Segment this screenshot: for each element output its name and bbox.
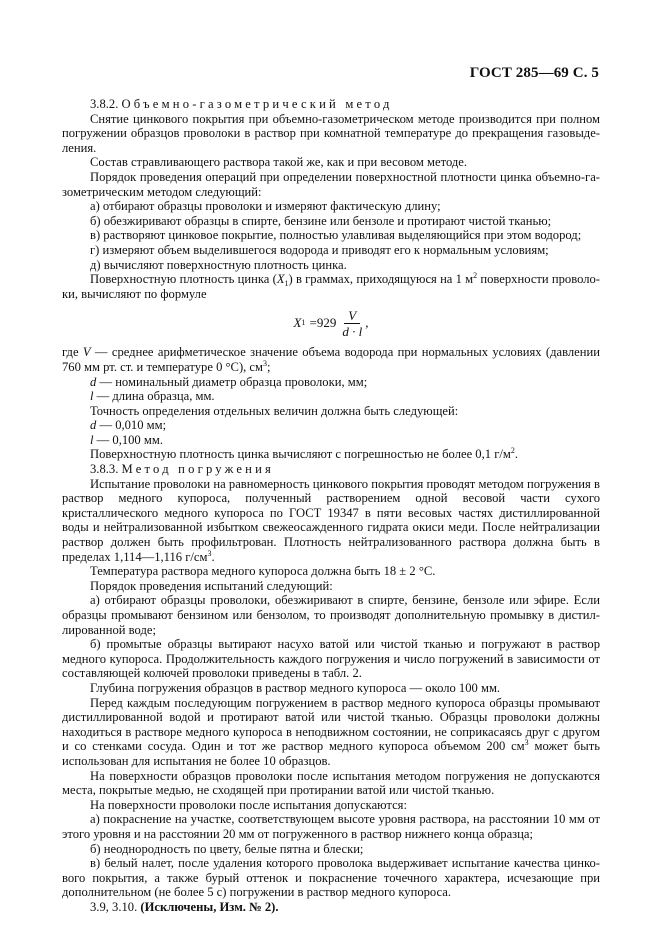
fraction-numerator: V (344, 308, 360, 324)
formula-tail: , (365, 315, 369, 331)
section-number: 3.9, 3.10. (90, 899, 138, 914)
text: — 0,100 мм. (93, 432, 163, 447)
text: поверхности проволоки, вычисляют по формуле (62, 272, 600, 301)
superscript: 2 (473, 271, 478, 281)
formula-coefficient: =929 (309, 315, 337, 331)
accuracy-item (62, 433, 600, 448)
subscript: 1 (284, 279, 289, 289)
paragraph (62, 447, 600, 462)
text: ) в граммах, приходящуюся на 1 м (288, 272, 474, 287)
text: — 0,010 мм; (96, 418, 167, 433)
variable: d (90, 374, 97, 389)
section-heading-3-8-2 (62, 97, 600, 112)
text: ; (267, 359, 271, 374)
list-item: в) растворяют цинковое покрытие, полностью улавливая выделяющийся при этом водород; (90, 228, 582, 243)
formula-legend (62, 345, 600, 374)
variable: l (90, 389, 94, 404)
document-body (62, 97, 600, 914)
text: Испытание проволоки на равномерность цинкового покрытия проводят методом погружения в раствор медного купороса, полученный растворением одной весовой части сухого кристаллического медного купороса по ГОСТ 19347 в пяти весовых частях дистиллированной воды и нейтрализованной избытком свежеосажденного гидрата окиси меди. После нейтрализации раствор должен быть профильтрован. Плотность нейтрализованного раствора должна быть в пределах 1,114—1,116 г/см (62, 476, 600, 564)
paragraph: Температура раствора медного купороса должна быть 18 ± 2 °С. (90, 564, 436, 579)
list-item: а) покраснение на участке, соответствующем высоте уровня раствора, на расстоянии 10 мм от этого уровня и на расстоянии 20 мм от погруженного в раствор нижнего конца образца; (62, 812, 600, 841)
paragraph: Порядок проведения операций при определении поверхностной плотности цинка объемно-газометрическим методом следующий: (62, 169, 600, 199)
section-number: 3.8.3. (90, 462, 119, 477)
list-item: д) вычисляют поверхностную плотность цинка. (90, 257, 347, 272)
paragraph: Глубина погружения образцов в раствор медного купороса — около 100 мм. (90, 680, 501, 695)
list-item: а) отбирают образцы проволоки и измеряют фактическую длину; (90, 199, 441, 214)
legend-item (62, 389, 600, 404)
variable: X (276, 272, 285, 287)
text: Перед каждым последующим погружением в раствор медного купороса образцы промывают дистиллированной водой и протирают ватой или чистой тканью. Образцы проволоки должны находиться в растворе медного купороса в неподвижном состоянии, не соприкасаясь друг с другом и со стенками сосуда. Один и тот же раствор медного купороса объемом 200 см (62, 695, 600, 754)
list-item: б) неоднородность по цвету, белые пятна и блески; (90, 841, 364, 856)
paragraph: Состав стравливающего раствора такой же, как и при весовом методе. (90, 155, 468, 170)
variable: l (90, 432, 94, 447)
text: Поверхностную плотность цинка ( (90, 272, 277, 287)
paragraph (62, 696, 600, 769)
text: может быть использован для испытания не более 10 образцов. (62, 739, 600, 768)
list-item: б) обезжиривают образцы в спирте, бензине или бензоле и протирают чистой тканью; (90, 213, 552, 228)
paragraph: Снятие цинкового покрытия при объемно-газометрическом методе производится при полном погружении образцов проволоки в раствор при комнатной температуре до прекращения газовыделения. (62, 111, 600, 155)
amendment-note: (Исключены, Изм. № 2). (140, 899, 279, 914)
text: Поверхностную плотность цинка вычисляют с погрешностью не более 0,1 г/м (90, 447, 511, 462)
text: . (211, 549, 215, 564)
paragraph: На поверхности проволоки после испытания допускаются: (90, 797, 407, 812)
variable: V (82, 345, 91, 360)
section-title: Объемно-газометрический метод (121, 97, 393, 111)
superscript: 3 (207, 548, 212, 558)
fraction-denominator: d · l (342, 323, 363, 339)
paragraph (62, 272, 600, 301)
section-title: Метод погружения (121, 462, 275, 477)
list-item: б) промытые образцы вытирают насухо ватой или чистой тканью и погружают в раствор медного купороса. Продолжительность каждого погружения и число погружений в зависимости от составляющей колючей проволоки приведены в табл. 2. (62, 637, 600, 681)
superscript: 3 (263, 358, 267, 368)
paragraph: Точность определения отдельных величин должна быть следующей: (90, 403, 459, 418)
formula-lhs: X (293, 315, 302, 331)
running-header: ГОСТ 285—69 С. 5 (469, 65, 599, 81)
text: — среднее арифметическое значение объема водорода при нормальных условиях (давлении 760 мм рт. ст. и температуре 0 °С), см (62, 345, 600, 374)
list-item: а) отбирают образцы проволоки, обезжиривают в спирте, бензине, бензоле или эфире. Если образцы промывают бензином или бензолом, то производят дополнительную промывку в дистиллированной воде; (62, 593, 600, 637)
paragraph (62, 477, 600, 565)
variable: d (90, 418, 97, 433)
text: где (62, 345, 83, 360)
list-item: г) измеряют объем выделившегося водорода и приводят его к нормальным условиям; (90, 242, 549, 257)
paragraph: Порядок проведения испытаний следующий: (90, 578, 333, 593)
list-item: в) белый налет, после удаления которого проволока выдерживает испытание качества цинкового покрытия, а также бурый оттенок и покраснение точечного характера, исчезающие при дополнительном (не более 5 с) погружении в раствор медного купороса. (62, 856, 600, 900)
accuracy-item (62, 418, 600, 433)
superscript: 3 (524, 738, 529, 748)
text: — номинальный диаметр образца проволоки, мм; (96, 374, 368, 389)
text: . (514, 447, 518, 462)
formula-fraction (342, 308, 362, 339)
formula: X 1 =929 $\frac{V}{d \cdot l}$ , (293, 307, 369, 339)
section-number: 3.8.2. (90, 97, 119, 111)
excluded-clauses-note (62, 900, 600, 915)
superscript: 2 (510, 446, 515, 456)
section-heading-3-8-3 (62, 462, 600, 477)
text: — длина образца, мм. (93, 389, 215, 404)
paragraph: На поверхности образцов проволоки после испытания методом погружения не допускаются места, покрытые медью, не сходящей при протирании ватой или чистой тканью. (62, 768, 600, 798)
legend-item (62, 375, 600, 390)
